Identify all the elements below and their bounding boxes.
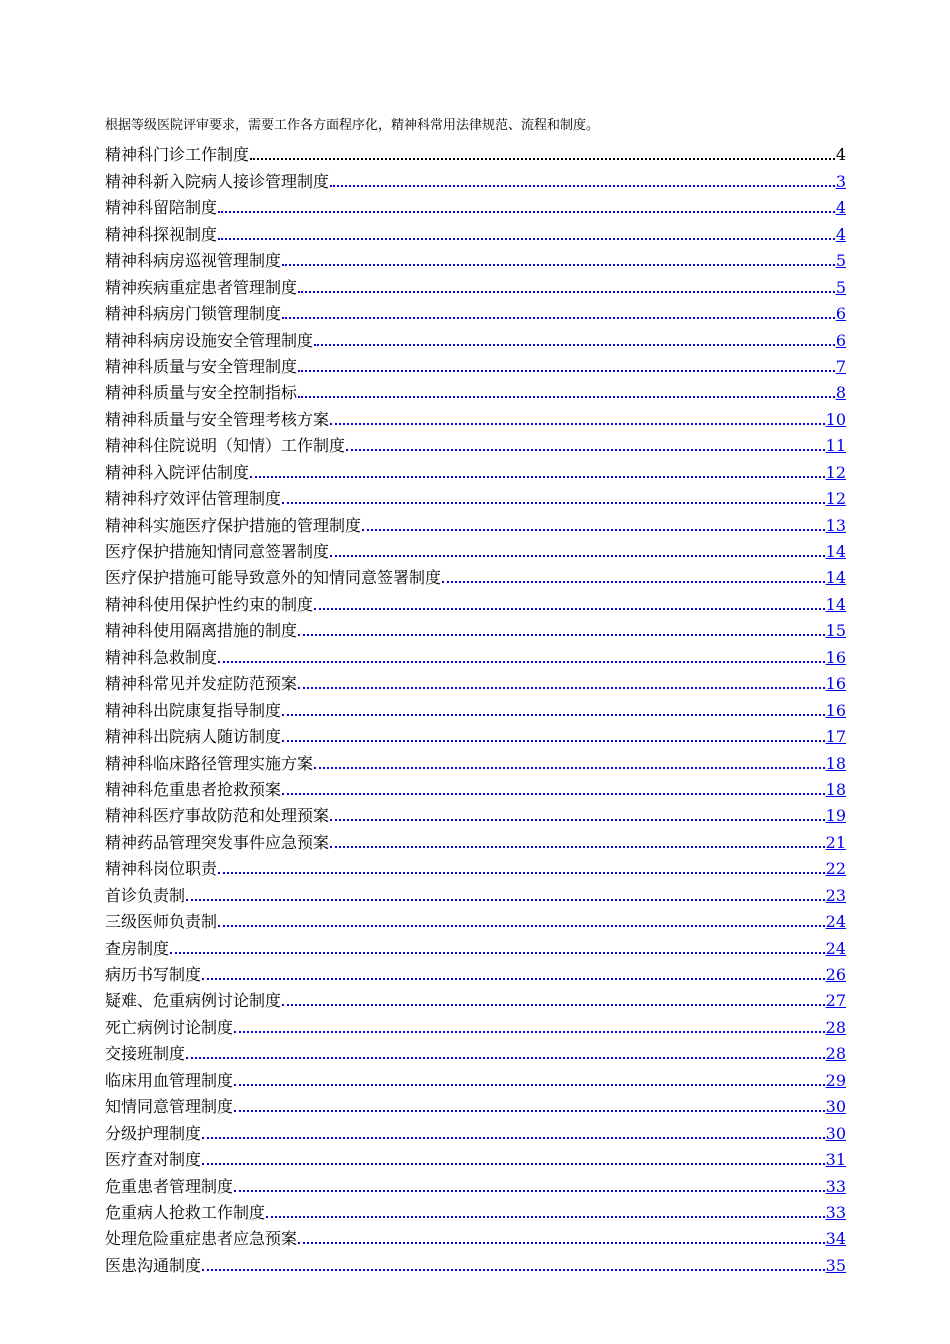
toc-entry-title: 分级护理制度 — [105, 1123, 202, 1143]
toc-entry-page-link[interactable]: 18 — [825, 753, 846, 773]
toc-entry[interactable] — [105, 588, 846, 614]
toc-entry-page-link[interactable]: 6 — [835, 330, 846, 350]
toc-entry[interactable] — [105, 536, 846, 562]
toc-entry[interactable] — [105, 641, 846, 667]
toc-dot-leader — [234, 1110, 825, 1112]
toc-entry-title: 病历书写制度 — [105, 965, 202, 984]
toc-entry-title: 三级医师负责制 — [105, 912, 218, 932]
toc-entry-title: 医疗保护措施知情同意签署制度 — [105, 542, 330, 561]
toc-entry[interactable] — [105, 1223, 846, 1249]
toc-entry-title: 精神疾病重症患者管理制度 — [105, 277, 298, 297]
toc-dot-leader — [330, 423, 825, 425]
toc-dot-leader — [250, 476, 825, 478]
toc-entry[interactable] — [105, 483, 846, 509]
toc-entry-title: 精神科病房设施安全管理制度 — [105, 330, 314, 350]
toc-entry-title: 医疗查对制度 — [105, 1150, 202, 1170]
toc-dot-leader — [298, 1242, 825, 1244]
toc-dot-leader — [234, 1190, 825, 1192]
toc-entry-page-link[interactable]: 12 — [825, 462, 846, 482]
toc-entry-title: 精神科医疗事故防范和处理预案 — [105, 806, 330, 826]
toc-entry-title: 疑难、危重病例讨论制度 — [105, 991, 282, 1011]
toc-entry[interactable] — [105, 615, 846, 641]
toc-entry[interactable] — [105, 1197, 846, 1223]
toc-dot-leader — [218, 925, 825, 927]
toc-entry[interactable] — [105, 853, 846, 879]
toc-entry[interactable] — [105, 1064, 846, 1090]
toc-entry-title: 处理危险重症患者应急预案 — [105, 1229, 298, 1249]
toc-entry[interactable] — [105, 509, 846, 535]
toc-dot-leader — [266, 1216, 825, 1218]
toc-dot-leader — [186, 1057, 825, 1059]
toc-entry-page-link[interactable]: 17 — [825, 727, 846, 747]
toc-entry[interactable] — [105, 218, 846, 244]
toc-entry-title: 精神科临床路径管理实施方案 — [105, 753, 314, 773]
toc-entry-page-link[interactable]: 28 — [825, 1044, 846, 1064]
toc-entry-title: 精神科实施医疗保护措施的管理制度 — [105, 515, 362, 535]
toc-dot-leader — [298, 687, 825, 689]
toc-entry-page-link[interactable]: 15 — [825, 621, 846, 641]
toc-entry[interactable] — [105, 430, 846, 456]
toc-entry-title: 危重患者管理制度 — [105, 1176, 234, 1196]
toc-entry[interactable] — [105, 1038, 846, 1064]
toc-entry-page-link[interactable]: 18 — [825, 779, 846, 799]
toc-dot-leader — [330, 846, 825, 848]
toc-entry-page-link[interactable]: 30 — [825, 1123, 846, 1143]
toc-entry[interactable] — [105, 1144, 846, 1170]
toc-entry[interactable] — [105, 456, 846, 482]
toc-entry[interactable] — [105, 959, 846, 985]
toc-dot-leader — [218, 211, 835, 213]
toc-entry-title: 精神科留陪制度 — [105, 198, 218, 218]
toc-dot-leader — [218, 238, 835, 240]
toc-entry-title: 死亡病例讨论制度 — [105, 1017, 234, 1037]
toc-entry-title: 查房制度 — [105, 938, 170, 958]
toc-entry[interactable] — [105, 298, 846, 324]
toc-entry-title: 精神科使用保护性约束的制度 — [105, 594, 314, 614]
toc-entry-title: 精神科入院评估制度 — [105, 462, 250, 482]
toc-entry[interactable] — [105, 351, 846, 377]
toc-dot-leader — [298, 634, 825, 636]
toc-entry[interactable] — [105, 403, 846, 429]
toc-dot-leader — [298, 291, 835, 293]
toc-entry-title: 临床用血管理制度 — [105, 1070, 234, 1090]
toc-entry[interactable] — [105, 165, 846, 191]
toc-dot-leader — [314, 608, 825, 610]
toc-entry-title: 首诊负责制 — [105, 885, 186, 905]
toc-entry-title: 精神科门诊工作制度 — [105, 145, 250, 165]
toc-dot-leader — [282, 317, 835, 319]
toc-dot-leader — [314, 767, 825, 769]
toc-entry-page-link[interactable]: 16 — [825, 700, 846, 720]
toc-entry-title: 精神科质量与安全管理制度 — [105, 356, 298, 376]
toc-entry-page-link[interactable]: 34 — [825, 1229, 846, 1249]
toc-entry-title: 精神科质量与安全管理考核方案 — [105, 409, 330, 429]
toc-entry[interactable] — [105, 721, 846, 747]
toc-entry-title: 精神科质量与安全控制指标 — [105, 383, 298, 403]
toc-entry-page-link[interactable]: 16 — [825, 674, 846, 694]
toc-dot-leader — [202, 978, 825, 980]
toc-entry-title: 精神科危重患者抢救预案 — [105, 779, 282, 799]
toc-entry-title: 交接班制度 — [105, 1044, 186, 1064]
toc-entry-title: 精神科病房巡视管理制度 — [105, 251, 282, 271]
toc-entry[interactable] — [105, 879, 846, 905]
toc-entry[interactable] — [105, 985, 846, 1011]
toc-entry-title: 精神科病房门锁管理制度 — [105, 304, 282, 324]
toc-entry[interactable] — [105, 694, 846, 720]
toc-entry[interactable] — [105, 800, 846, 826]
toc-entry[interactable] — [105, 139, 846, 165]
toc-dot-leader — [250, 158, 835, 160]
toc-dot-leader — [218, 872, 825, 874]
toc-entry-title: 精神科出院康复指导制度 — [105, 700, 282, 720]
toc-dot-leader — [282, 264, 835, 266]
toc-entry-page-link[interactable]: 11 — [825, 436, 846, 456]
toc-dot-leader — [282, 793, 825, 795]
toc-entry-page-link[interactable]: 3 — [835, 171, 846, 191]
toc-dot-leader — [186, 899, 825, 901]
toc-entry-title: 危重病人抢救工作制度 — [105, 1202, 266, 1222]
toc-entry-page-link[interactable]: 29 — [825, 1070, 846, 1090]
toc-entry-page-link[interactable]: 7 — [835, 356, 846, 376]
toc-entry[interactable] — [105, 668, 846, 694]
toc-entry[interactable] — [105, 1011, 846, 1037]
toc-entry-title: 精神科岗位职责 — [105, 859, 218, 879]
toc-entry[interactable] — [105, 245, 846, 271]
toc-dot-leader — [234, 1084, 825, 1086]
toc-entry-title: 医疗保护措施可能导致意外的知情同意签署制度 — [105, 568, 442, 588]
toc-entry[interactable] — [105, 192, 846, 218]
toc-entry-page-link[interactable]: 26 — [825, 965, 846, 984]
toc-entry-page-link[interactable]: 10 — [825, 409, 846, 429]
toc-entry[interactable] — [105, 324, 846, 350]
toc-dot-leader — [298, 396, 835, 398]
toc-entry-page-link[interactable]: 21 — [825, 832, 846, 852]
toc-entry-page-link[interactable]: 14 — [825, 568, 846, 588]
toc-entry-page-link[interactable]: 5 — [835, 251, 846, 271]
toc-dot-leader — [330, 555, 825, 557]
toc-entry-page-link[interactable]: 22 — [825, 859, 846, 879]
toc-dot-leader — [202, 1269, 825, 1271]
toc-dot-leader — [330, 185, 835, 187]
toc-entry-page-link[interactable]: 12 — [825, 489, 846, 509]
toc-entry-page-link[interactable]: 13 — [825, 515, 846, 535]
toc-dot-leader — [282, 740, 825, 742]
toc-dot-leader — [282, 1004, 825, 1006]
table-of-contents — [105, 139, 846, 1276]
toc-entry-page-link[interactable]: 4 — [835, 224, 846, 244]
toc-dot-leader — [282, 502, 825, 504]
toc-entry-page-link[interactable]: 23 — [825, 885, 846, 905]
toc-entry-title: 医患沟通制度 — [105, 1255, 202, 1275]
toc-entry-title: 精神科使用隔离措施的制度 — [105, 621, 298, 641]
toc-entry-title: 精神科常见并发症防范预案 — [105, 674, 298, 694]
toc-entry-page-link[interactable]: 24 — [825, 938, 846, 958]
toc-dot-leader — [362, 529, 825, 531]
toc-entry-title: 精神药品管理突发事件应急预案 — [105, 832, 330, 852]
toc-entry[interactable] — [105, 1091, 846, 1117]
toc-entry-page-link[interactable]: 14 — [825, 594, 846, 614]
toc-dot-leader — [218, 661, 825, 663]
toc-entry-page-link[interactable]: 35 — [825, 1255, 846, 1275]
toc-entry-page-link[interactable]: 19 — [825, 806, 846, 826]
toc-entry[interactable] — [105, 906, 846, 932]
toc-dot-leader — [202, 1137, 825, 1139]
toc-entry-page-link[interactable]: 33 — [825, 1202, 846, 1222]
toc-entry-page-link[interactable]: 6 — [835, 304, 846, 324]
toc-entry-title: 精神科急救制度 — [105, 647, 218, 667]
toc-entry[interactable] — [105, 377, 846, 403]
toc-entry[interactable] — [105, 747, 846, 773]
toc-entry[interactable] — [105, 1170, 846, 1196]
toc-entry-title: 精神科疗效评估管理制度 — [105, 489, 282, 509]
toc-entry[interactable] — [105, 271, 846, 297]
toc-entry[interactable] — [105, 562, 846, 588]
toc-dot-leader — [202, 1163, 825, 1165]
toc-entry-page-link[interactable]: 31 — [825, 1150, 846, 1170]
toc-dot-leader — [314, 344, 835, 346]
toc-entry-page-link[interactable]: 4 — [835, 198, 846, 218]
toc-entry-page-link[interactable]: 33 — [825, 1176, 846, 1196]
toc-entry-page-link[interactable]: 24 — [825, 912, 846, 932]
toc-entry-page-link[interactable]: 27 — [825, 991, 846, 1011]
toc-dot-leader — [346, 449, 825, 451]
toc-entry-page-link[interactable]: 16 — [825, 647, 846, 667]
toc-entry-title: 精神科住院说明（知情）工作制度 — [105, 436, 346, 456]
toc-entry-page-link[interactable]: 28 — [825, 1017, 846, 1037]
toc-entry[interactable] — [105, 1117, 846, 1143]
toc-entry-title: 精神科新入院病人接诊管理制度 — [105, 171, 330, 191]
toc-dot-leader — [234, 1031, 825, 1033]
toc-entry-page-link[interactable]: 30 — [825, 1097, 846, 1117]
toc-dot-leader — [298, 370, 835, 372]
toc-dot-leader — [330, 819, 825, 821]
toc-entry-page-link[interactable]: 8 — [835, 383, 846, 403]
toc-entry[interactable] — [105, 1249, 846, 1275]
toc-entry-page-link[interactable]: 14 — [825, 542, 846, 561]
toc-entry-title: 精神科探视制度 — [105, 224, 218, 244]
toc-entry[interactable] — [105, 932, 846, 958]
toc-entry-title: 精神科出院病人随访制度 — [105, 727, 282, 747]
toc-entry-page-link[interactable]: 4 — [835, 145, 846, 165]
toc-entry-title: 知情同意管理制度 — [105, 1097, 234, 1117]
toc-entry[interactable] — [105, 826, 846, 852]
toc-entry[interactable] — [105, 774, 846, 800]
toc-dot-leader — [170, 952, 825, 954]
toc-dot-leader — [282, 714, 825, 716]
intro-text: 根据等级医院评审要求，需要工作各方面程序化，精神科常用法律规范、流程和制度。 — [105, 118, 600, 133]
toc-dot-leader — [442, 581, 825, 583]
toc-entry-page-link[interactable]: 5 — [835, 277, 846, 297]
